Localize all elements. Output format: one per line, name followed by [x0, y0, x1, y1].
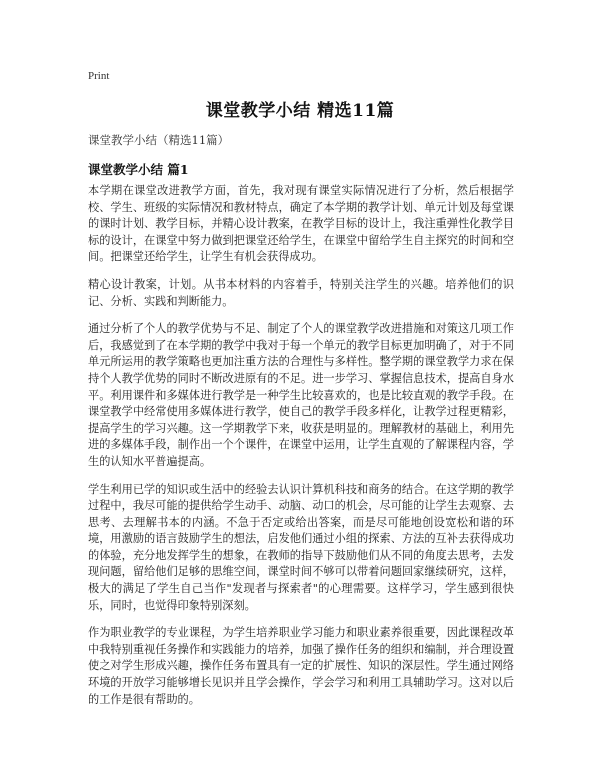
print-link[interactable]: Print — [88, 70, 110, 82]
paragraph-4: 学生利用已学的知识或生活中的经验去认识计算机科技和商务的结合。在这学期的教学过程中，我尽可能的提供给学生动手、动脑、动口的机会，尽可能的让学生去观察、去思考、去理解书本的内涵。不急于否定或给出答案，而是尽可能地创设宽松和谐的环境，用激励的语言鼓励学生的想法，启发他们通过小组的探索、方法的互补去获得成功的体验，充分地发挥学生的想象，在教师的指导下鼓励他们从不同的角度去思考，去发现问题，留给他们足够的思维空间，课堂时间不够可以带着问题回家继续研究，这样，极大的满足了学生自己当作"发现者与探索者"的心理需要。这样学习，学生感到很快乐，同时，也觉得印象特别深刻。 — [88, 482, 514, 612]
paragraph-2: 精心设计教案，计划。从书本材料的内容着手，特别关注学生的兴趣。培养他们的识记、分析、实践和判断能力。 — [88, 277, 514, 308]
section-heading: 课堂教学小结 篇1 — [88, 162, 189, 177]
page-title: 课堂教学小结 精选11篇 — [205, 101, 395, 121]
document-body — [88, 183, 514, 719]
paragraph-1: 本学期在课堂改进教学方面，首先，我对现有课堂实际情况进行了分析，然后根据学校、学生、班级的实际情况和教材特点，确定了本学期的教学计划、单元计划及每堂课的课时计划、教学目标，并精心设计教案，在教学目标的设计上，我注重弹性化教学目标的设计，在课堂中努力做到把课堂还给学生，在课堂中留给学生自主探究的时间和空间。把课堂还给学生，让学生有机会获得成功。 — [88, 184, 514, 264]
paragraph-5: 作为职业教学的专业课程，为学生培养职业学习能力和职业素养很重要，因此课程改革中我特别重视任务操作和实践能力的培养，加强了操作任务的组织和编制，并合理设置使之对学生形成兴趣，操作任务布置具有一定的扩展性、知识的深层性。学生通过网络环境的开放学习能够增长见识并且学会操作，学会学习和利用工具辅助学习。这对以后的工作是很有帮助的。 — [88, 626, 514, 706]
document-subtitle: 课堂教学小结（精选11篇） — [88, 133, 230, 147]
paragraph-3: 通过分析了个人的教学优势与不足、制定了个人的课堂教学改进措施和对策这几项工作后，我感觉到了在本学期的教学中我对于每一个单元的教学目标更加明确了，对于不同单元所运用的教学策略也更加注重方法的合理性与多样性。整学期的课堂教学力求在保持个人教学优势的同时不断改进原有的不足。进一步学习、掌握信息技术，提高自身水平。利用课件和多媒体进行教学是一种学生比较喜欢的，也是比较直观的教学手段。在课堂教学中经常使用多媒体进行教学，使自己的教学手段多样化，让教学过程更精彩，提高学生的学习兴趣。这一学期教学下来，收获是明显的。理解教材的基础上，利用先进的多媒体手段，制作出一个个课件，在课堂中运用，让学生直观的了解课程内容，学生的认知水平普遍提高。 — [88, 322, 514, 468]
